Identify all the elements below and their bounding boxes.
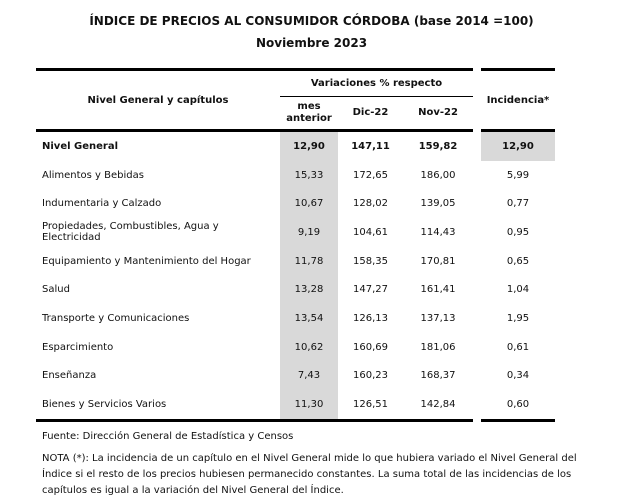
cell-dic22: 126,13 bbox=[353, 312, 388, 324]
cell-dic22: 104,61 bbox=[353, 226, 388, 238]
cell-dic22: 126,51 bbox=[353, 399, 388, 411]
column-header-dic22: Dic-22 bbox=[352, 107, 389, 118]
table-row-nivel-general bbox=[36, 132, 555, 161]
cell-incidencia: 0,34 bbox=[506, 370, 530, 382]
row-label: Indumentaria y Calzado bbox=[42, 198, 162, 210]
cell-nov22: 139,05 bbox=[420, 198, 456, 210]
cell-nov22: 181,06 bbox=[420, 341, 456, 353]
source-note: Fuente: Dirección General de Estadística y Censos bbox=[42, 430, 294, 442]
cell-incidencia: 1,04 bbox=[506, 284, 530, 296]
cell-nov22: 137,13 bbox=[420, 312, 456, 324]
bottom-rule-main bbox=[36, 419, 473, 422]
cell-incidencia: 0,60 bbox=[506, 399, 530, 411]
table-row bbox=[36, 161, 555, 190]
cell-incidencia: 1,95 bbox=[506, 312, 530, 324]
cell-nov22: 170,81 bbox=[420, 255, 456, 267]
table-row bbox=[36, 304, 555, 333]
row-label: Esparcimiento bbox=[42, 341, 114, 353]
table-row bbox=[36, 247, 555, 276]
row-gap bbox=[473, 304, 481, 333]
table-row bbox=[36, 218, 555, 247]
cell-dic22: 147,27 bbox=[353, 284, 388, 296]
row-label: Nivel General bbox=[42, 140, 119, 152]
footnote-line: NOTA (*): La incidencia de un capítulo en el Nivel General mide lo que hubiera variado el Nivel General del bbox=[42, 452, 577, 464]
row-gap bbox=[473, 333, 481, 362]
cell-mes-anterior: 7,43 bbox=[280, 362, 338, 391]
cell-dic22: 147,11 bbox=[351, 140, 390, 152]
row-gap bbox=[473, 189, 481, 218]
row-gap bbox=[473, 218, 481, 247]
table-row bbox=[36, 189, 555, 218]
column-header-capitulos: Nivel General y capítulos bbox=[87, 94, 229, 106]
page-subtitle: Noviembre 2023 bbox=[255, 36, 368, 50]
cell-incidencia: 12,90 bbox=[481, 132, 555, 161]
cell-mes-anterior: 11,30 bbox=[280, 390, 338, 419]
cell-dic22: 160,23 bbox=[353, 370, 388, 382]
table-header bbox=[36, 68, 555, 132]
row-gap bbox=[473, 362, 481, 391]
cell-nov22: 186,00 bbox=[420, 169, 456, 181]
row-gap bbox=[473, 247, 481, 276]
table-row bbox=[36, 275, 555, 304]
cell-incidencia: 0,65 bbox=[506, 255, 530, 267]
column-header-incidencia: Incidencia* bbox=[481, 68, 555, 132]
cell-nov22: 161,41 bbox=[420, 284, 456, 296]
bottom-rule-incidencia bbox=[481, 419, 555, 422]
header-gap bbox=[473, 68, 481, 132]
cell-mes-anterior: 13,28 bbox=[280, 275, 338, 304]
cell-dic22: 128,02 bbox=[353, 198, 388, 210]
cell-incidencia: 0,61 bbox=[506, 341, 530, 353]
variation-subheaders bbox=[280, 97, 473, 129]
bottom-rule-gap bbox=[473, 419, 481, 422]
cell-dic22: 160,69 bbox=[353, 341, 388, 353]
cell-nov22: 168,37 bbox=[420, 370, 456, 382]
cell-incidencia: 0,95 bbox=[506, 226, 530, 238]
row-gap bbox=[473, 161, 481, 190]
table-header-main bbox=[36, 68, 473, 132]
cell-mes-anterior: 11,78 bbox=[280, 247, 338, 276]
cell-mes-anterior: 10,67 bbox=[280, 189, 338, 218]
column-header-mes-anterior: mes anterior bbox=[286, 101, 332, 124]
row-gap bbox=[473, 390, 481, 419]
row-label: Alimentos y Bebidas bbox=[42, 169, 144, 181]
table-bottom-rule bbox=[36, 419, 555, 422]
row-label: Bienes y Servicios Varios bbox=[42, 399, 167, 411]
cell-mes-anterior: 9,19 bbox=[280, 218, 338, 247]
cell-nov22: 114,43 bbox=[420, 226, 456, 238]
cell-incidencia: 0,77 bbox=[506, 198, 530, 210]
cell-nov22: 159,82 bbox=[418, 140, 458, 152]
variations-group bbox=[280, 71, 473, 129]
row-label: Propiedades, Combustibles, Agua y Electricidad bbox=[42, 221, 219, 244]
row-gap bbox=[473, 132, 481, 161]
column-header-nov22: Nov-22 bbox=[418, 107, 458, 118]
table-row bbox=[36, 390, 555, 419]
table-row bbox=[36, 333, 555, 362]
footnote bbox=[42, 451, 623, 499]
cell-nov22: 142,84 bbox=[420, 399, 456, 411]
cell-incidencia: 5,99 bbox=[506, 169, 530, 181]
row-label: Transporte y Comunicaciones bbox=[42, 312, 190, 324]
cell-mes-anterior: 12,90 bbox=[280, 132, 338, 161]
row-label: Salud bbox=[42, 284, 70, 296]
row-label: Equipamiento y Mantenimiento del Hogar bbox=[42, 255, 251, 267]
cell-mes-anterior: 15,33 bbox=[280, 161, 338, 190]
cell-dic22: 172,65 bbox=[353, 169, 388, 181]
row-label: Enseñanza bbox=[42, 370, 97, 382]
column-group-header: Variaciones % respecto bbox=[280, 71, 473, 97]
cell-mes-anterior: 13,54 bbox=[280, 304, 338, 333]
table-row bbox=[36, 362, 555, 391]
footnote-line: Índice si el resto de los precios hubiesen permanecido constantes. La suma total de las incidencias de los bbox=[42, 468, 572, 480]
page-title: ÍNDICE DE PRECIOS AL CONSUMIDOR CÓRDOBA (base 2014 =100) bbox=[89, 14, 534, 28]
cell-mes-anterior: 10,62 bbox=[280, 333, 338, 362]
row-gap bbox=[473, 275, 481, 304]
cell-dic22: 158,35 bbox=[353, 255, 388, 267]
footnote-line: capítulos es igual a la variación del Nivel General del Índice. bbox=[42, 484, 344, 496]
ipc-table bbox=[36, 68, 555, 422]
